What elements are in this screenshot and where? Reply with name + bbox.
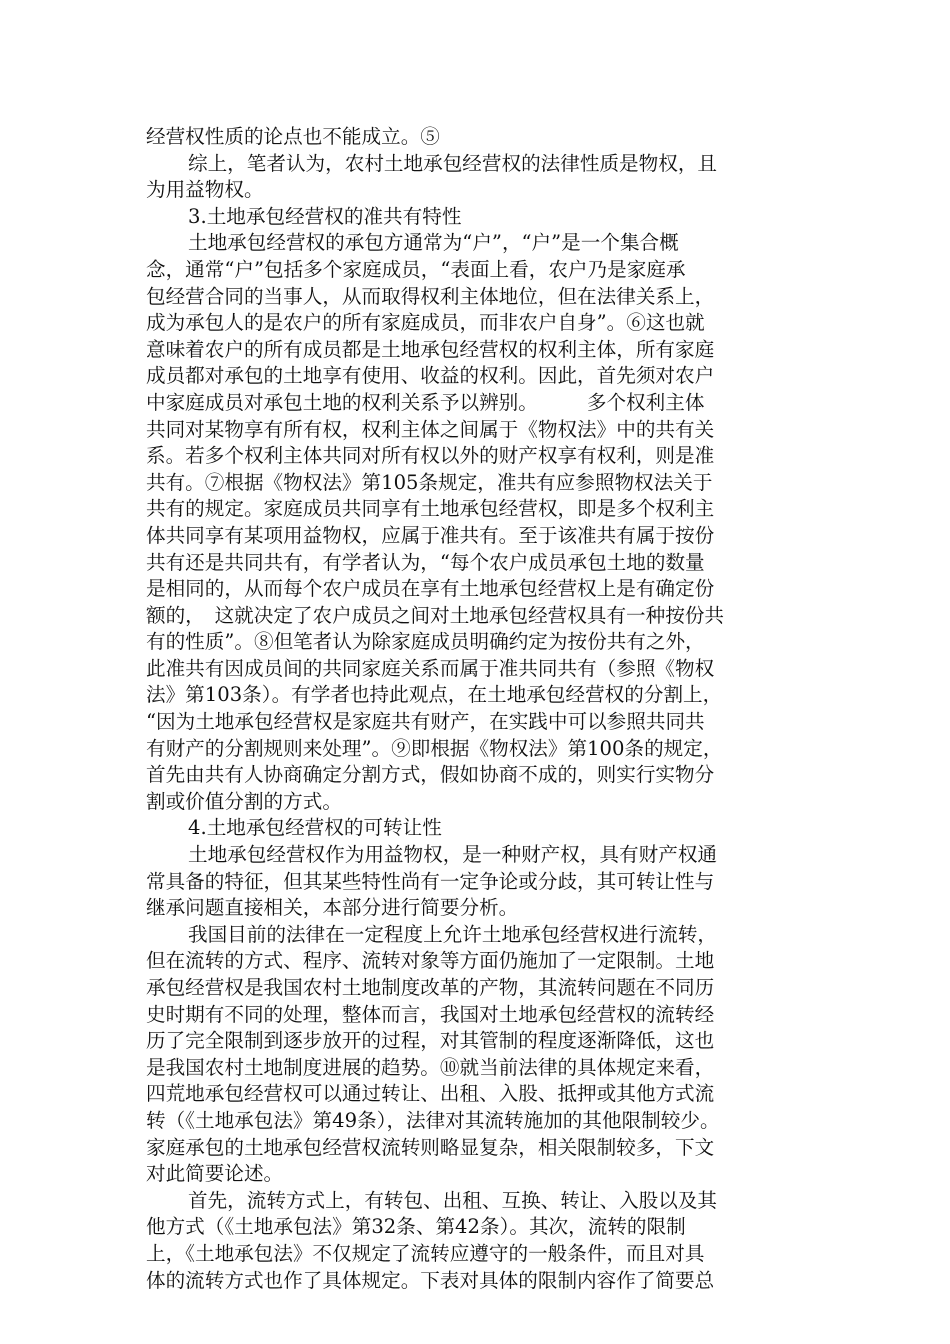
text-line: 系。若多个权利主体共同对所有权以外的财产权享有权利，则是准	[146, 444, 715, 468]
text-line: 3.土地承包经营权的准共有特性	[188, 204, 462, 228]
text-line: 承包经营权是我国农村土地制度改革的产物，其流转问题在不同历	[146, 976, 715, 999]
text-line: 转（《土地承包法》第49条），法律对其流转施加的其他限制较少。	[146, 1108, 720, 1132]
text-line: 首先，流转方式上，有转包、出租、互换、转让、入股以及其	[188, 1188, 718, 1212]
text-line: 意味着农户的所有成员都是土地承包经营权的权利主体，所有家庭	[146, 337, 715, 361]
text-line: 为用益物权。	[146, 178, 264, 202]
text-line: 综上，笔者认为，农村土地承包经营权的法律性质是物权，且	[188, 151, 718, 175]
text-line: 法》第103条）。有学者也持此观点，在土地承包经营权的分割上，	[146, 683, 723, 707]
text-line: 割或价值分割的方式。	[146, 789, 342, 813]
text-line: 共有还是共同共有，有学者认为，“每个农户成员承包土地的数量	[146, 550, 705, 574]
text-line: 体的流转方式也作了具体规定。下表对具体的限制内容作了简要总	[146, 1268, 715, 1292]
text-line: 有的性质”。⑧但笔者认为除家庭成员明确约定为按份共有之外，	[146, 630, 705, 654]
text-line: 经营权性质的论点也不能成立。⑤	[146, 125, 440, 148]
text-line: 常具备的特征，但其某些特性尚有一定争论或分歧，其可转让性与	[146, 869, 715, 893]
text-line: 四荒地承包经营权可以通过转让、出租、入股、抵押或其他方式流	[146, 1082, 715, 1106]
text-line: 他方式（《土地承包法》第32条、第42条）。其次，流转的限制	[146, 1215, 686, 1239]
text-line: 是我国农村土地制度进展的趋势。⑩就当前法律的具体规定来看，	[146, 1055, 715, 1079]
text-line: 共有。⑦根据《物权法》第105条规定，准共有应参照物权法关于	[146, 470, 713, 494]
text-line: 念，通常“户”包括多个家庭成员，“表面上看，农户乃是家庭承	[146, 257, 686, 281]
text-line: 体共同享有某项用益物权，应属于准共有。至于该准共有属于按份	[146, 523, 715, 547]
text-line: 上，《土地承包法》不仅规定了流转应遵守的一般条件，而且对具	[146, 1241, 705, 1265]
text-line: 是相同的，从而每个农户成员在享有土地承包经营权上是有确定份	[146, 577, 715, 601]
text-line: 此准共有因成员间的共同家庭关系而属于准共同共有（参照《物权	[146, 656, 715, 680]
text-line: 共有的规定。家庭成员共同享有土地承包经营权，即是多个权利主	[146, 497, 715, 521]
text-line: 家庭承包的土地承包经营权流转则略显复杂，相关限制较多，下文	[146, 1135, 715, 1159]
text-line: 4.土地承包经营权的可转让性	[188, 816, 442, 840]
text-line: 土地承包经营权作为用益物权，是一种财产权，具有财产权通	[188, 843, 718, 867]
text-line: 共同对某物享有所有权，权利主体之间属于《物权法》中的共有关	[146, 417, 715, 441]
text-line: “因为土地承包经营权是家庭共有财产，在实践中可以参照共同共	[146, 710, 705, 734]
text-line: 但在流转的方式、程序、流转对象等方面仍施加了一定限制。土地	[146, 949, 715, 973]
text-line: 对此简要论述。	[146, 1162, 284, 1186]
text-line: 成为承包人的是农户的所有家庭成员，而非农户自身”。⑥这也就	[146, 311, 705, 335]
text-line: 中家庭成员对承包土地的权利关系予以辨别。 多个权利主体	[146, 390, 705, 414]
text-line: 包经营合同的当事人，从而取得权利主体地位，但在法律关系上，	[146, 284, 715, 308]
text-line: 首先由共有人协商确定分割方式，假如协商不成的，则实行实物分	[146, 763, 715, 787]
text-line: 有财产的分割规则来处理”。⑨即根据《物权法》第100条的规定，	[146, 736, 723, 760]
text-line: 我国目前的法律在一定程度上允许土地承包经营权进行流转，	[188, 922, 718, 946]
text-line: 历了完全限制到逐步放开的过程，对其管制的程度逐渐降低，这也	[146, 1029, 715, 1053]
text-line: 成员都对承包的土地享有使用、收益的权利。因此，首先须对农户	[146, 364, 715, 388]
text-line: 史时期有不同的处理，整体而言，我国对土地承包经营权的流转经	[146, 1002, 715, 1026]
text-line: 土地承包经营权的承包方通常为“户”，“户”是一个集合概	[188, 231, 679, 255]
body-text	[146, 124, 806, 1294]
text-line: 额的， 这就决定了农户成员之间对土地承包经营权具有一种按份共	[146, 603, 725, 627]
text-line: 继承问题直接相关，本部分进行简要分析。	[146, 896, 519, 920]
